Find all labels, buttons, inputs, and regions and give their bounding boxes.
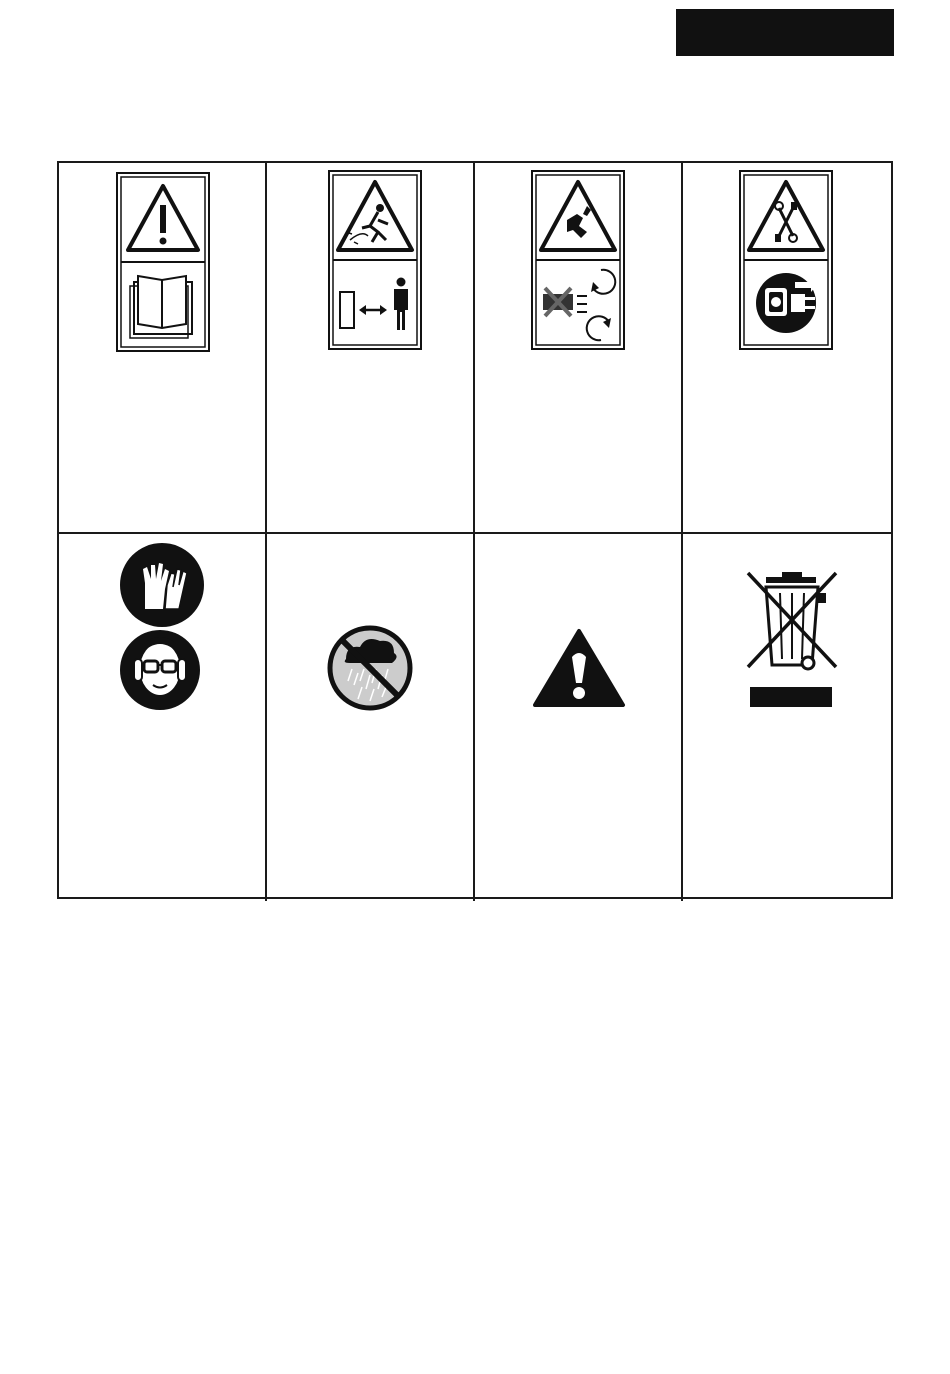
- thrown-objects-keep-distance-icon: [328, 170, 422, 350]
- safety-symbols-table: [57, 161, 893, 899]
- row-divider: [59, 532, 891, 534]
- section-tab-marker: [676, 9, 894, 56]
- general-warning-icon: [531, 627, 627, 709]
- rotating-blades-keep-hands-away-icon: [531, 170, 625, 350]
- gloves-eye-ear-protection-icon: [119, 543, 205, 713]
- no-rain-icon: [326, 625, 414, 711]
- weee-disposal-icon: [742, 569, 842, 711]
- unplug-before-maintenance-icon: [739, 170, 833, 350]
- warning-read-manual-icon: [116, 172, 210, 352]
